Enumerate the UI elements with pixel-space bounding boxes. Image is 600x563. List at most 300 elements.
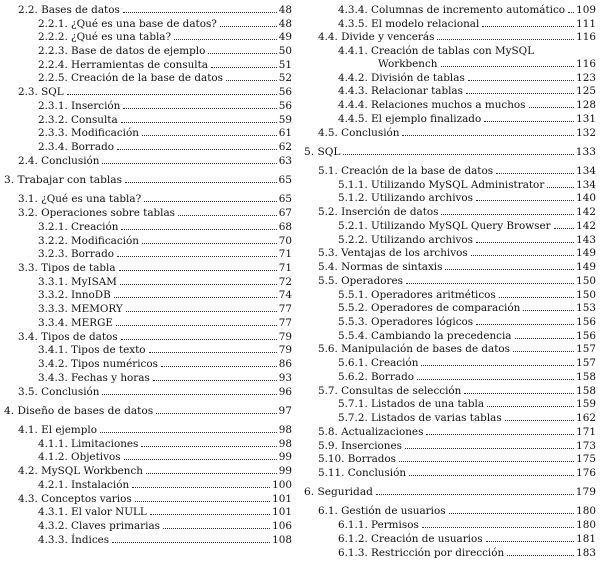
toc-page-number: 65: [278, 193, 292, 205]
toc-page-number: 52: [278, 72, 292, 84]
toc-entry[interactable]: [0, 43, 292, 57]
leader-dots: [486, 541, 575, 542]
toc-entry[interactable]: [300, 484, 596, 498]
toc-entry[interactable]: [0, 125, 292, 139]
toc-page-number: 97: [278, 405, 292, 417]
toc-entry-title: 5.7. Consultas de selección: [318, 385, 462, 397]
leader-dots: [123, 12, 277, 13]
toc-page-number: 98: [278, 424, 292, 436]
toc-entry-title: 3.5. Conclusión: [18, 386, 100, 398]
toc-entry-title: 5.6.1. Creación: [338, 357, 419, 369]
toc-entry[interactable]: [0, 504, 292, 518]
toc-entry-title: 6. Seguridad: [304, 486, 373, 498]
toc-entry[interactable]: [0, 518, 292, 532]
toc-page-number: 116: [576, 31, 596, 43]
leader-dots: [402, 135, 574, 136]
toc-entry-title: 4.1.2. Objetivos: [38, 451, 121, 463]
leader-dots: [547, 187, 574, 188]
toc-page-number: 101: [272, 506, 292, 518]
toc-entry-title: 5.4. Normas de sintaxis: [318, 261, 443, 273]
toc-page-number: 159: [576, 398, 596, 410]
leader-dots: [476, 200, 574, 201]
toc-entry[interactable]: [300, 97, 596, 111]
toc-entry[interactable]: [300, 531, 596, 545]
toc-entry-title: 4.1. El ejemplo: [18, 424, 97, 436]
toc-entry-title: 3.4.2. Tipos numéricos: [38, 358, 158, 370]
toc-entry-title: 2.3.4. Borrado: [38, 141, 114, 153]
toc-entry-title: 5.1.2. Utilizando archivos: [338, 192, 473, 204]
toc-page-number: 133: [575, 146, 596, 158]
toc-page-number: 125: [576, 85, 596, 97]
toc-entry-title: 2.4. Conclusión: [18, 155, 100, 167]
toc-entry-title: 2.3. SQL: [18, 86, 64, 98]
toc-entry-title: 3.3.3. MEMORY: [38, 303, 123, 315]
toc-page-number: 74: [278, 289, 292, 301]
toc-entry-title: 3.4.1. Tipos de texto: [38, 344, 146, 356]
toc-page-number: 149: [576, 261, 596, 273]
toc-page-number: 59: [278, 114, 292, 126]
toc-page-number: 101: [272, 493, 292, 505]
toc-entry-title: 4.3. Conceptos varios: [18, 493, 132, 505]
toc-entry[interactable]: [300, 70, 596, 84]
toc-entry[interactable]: [300, 503, 596, 517]
toc-entry-title: 4.3.4. Columnas de incremento automático: [338, 4, 566, 16]
toc-page-number: 77: [278, 303, 292, 315]
toc-page-number: 150: [576, 275, 596, 287]
toc-entry-title: 5.5.2. Operadores de comparación: [338, 302, 521, 314]
toc-entry[interactable]: [300, 355, 596, 369]
toc-entry-title: 2.3.3. Modificación: [38, 127, 139, 139]
leader-dots: [422, 527, 574, 528]
toc-entry-title: 3.4. Tipos de datos: [18, 331, 118, 343]
toc-entry-title: 5.2.2. Utilizando archivos: [338, 234, 473, 246]
leader-dots: [116, 325, 277, 326]
leader-dots: [178, 215, 277, 216]
toc-entry-title: 5.5.3. Operadores lógicos: [338, 316, 474, 328]
toc-entry-title: 6.1. Gestión de usuarios: [318, 505, 446, 517]
leader-dots: [406, 283, 574, 284]
toc-page-number: 70: [278, 235, 292, 247]
toc-entry[interactable]: [300, 144, 596, 158]
toc-page-number: 132: [576, 127, 596, 139]
toc-entry-title: 3.2.2. Modificación: [38, 235, 139, 247]
toc-entry-title: 6.1.3. Restricción por dirección: [338, 547, 505, 559]
toc-entry-continuation[interactable]: [300, 56, 596, 70]
toc-entry-title: 4.3.5. El modelo relacional: [338, 18, 480, 30]
leader-dots: [513, 351, 574, 352]
toc-page-number: 93: [278, 372, 292, 384]
toc-page-number: 71: [278, 248, 292, 260]
leader-dots: [476, 324, 574, 325]
toc-page-number: 100: [272, 479, 292, 491]
leader-dots: [496, 173, 574, 174]
toc-entry[interactable]: [0, 246, 292, 260]
toc-page-number: 48: [278, 18, 292, 30]
toc-entry-title: 5.5.1. Operadores aritméticos: [338, 289, 496, 301]
toc-page-number: 150: [576, 289, 596, 301]
toc-entry-title: 6.1.1. Permisos: [338, 519, 419, 531]
toc-entry-title: 3.2.3. Borrado: [38, 248, 114, 260]
leader-dots: [343, 154, 573, 155]
toc-entry[interactable]: [0, 153, 292, 167]
toc-entry-title: 4.4.3. Relacionar tablas: [338, 85, 463, 97]
toc-entry-title: 5.3. Ventajas de los archivos: [318, 247, 468, 259]
toc-entry[interactable]: [300, 163, 596, 177]
toc-entry-title: 2.2.4. Herramientas de consulta: [38, 59, 208, 71]
toc-entry[interactable]: [300, 273, 596, 287]
leader-dots: [417, 379, 574, 380]
leader-dots: [141, 446, 276, 447]
toc-page-number: 157: [576, 357, 596, 369]
toc-page-number: 79: [278, 331, 292, 343]
toc-page-number: 77: [278, 317, 292, 329]
toc-page-number: 162: [576, 412, 596, 424]
leader-dots: [135, 501, 270, 502]
toc-entry[interactable]: [0, 172, 292, 186]
toc-entry[interactable]: [300, 177, 596, 191]
leader-dots: [441, 66, 575, 67]
leader-dots: [405, 448, 574, 449]
toc-page-number: 158: [576, 385, 596, 397]
leader-dots: [149, 352, 277, 353]
toc-entry-title: 3.3.4. MERGE: [38, 317, 113, 329]
toc-page-number: 98: [278, 438, 292, 450]
toc-page-number: 176: [576, 467, 596, 479]
toc-entry[interactable]: [300, 16, 596, 30]
toc-entry[interactable]: [300, 517, 596, 531]
toc-page-number: 99: [278, 451, 292, 463]
toc-entry[interactable]: [300, 451, 596, 465]
toc-entry[interactable]: [0, 403, 292, 417]
toc-entry[interactable]: [300, 369, 596, 383]
toc-entry-title: 5.7.1. Listados de una tabla: [338, 398, 485, 410]
toc-entry-title: 3.2. Operaciones sobre tablas: [18, 207, 176, 219]
leader-dots: [208, 53, 276, 54]
toc-entry[interactable]: [0, 84, 292, 98]
leader-dots: [507, 555, 574, 556]
toc-entry[interactable]: [0, 491, 292, 505]
toc-entry[interactable]: [0, 449, 292, 463]
toc-entry[interactable]: [0, 329, 292, 343]
toc-page-number: 61: [278, 127, 292, 139]
toc-entry[interactable]: [0, 191, 292, 205]
leader-dots: [120, 284, 277, 285]
toc-entry[interactable]: [0, 219, 292, 233]
toc-page-number: 143: [576, 234, 596, 246]
toc-entry[interactable]: [0, 260, 292, 274]
toc-entry[interactable]: [300, 314, 596, 328]
toc-entry-title: 3.3.1. MyISAM: [38, 276, 117, 288]
toc-page-number: 134: [576, 179, 596, 191]
leader-dots: [505, 420, 574, 421]
toc-page-number: 49: [278, 31, 292, 43]
toc-page-number: 183: [576, 547, 596, 559]
leader-dots: [144, 201, 277, 202]
toc-entry[interactable]: [0, 422, 292, 436]
toc-page-number: 123: [576, 72, 596, 84]
toc-entry[interactable]: [0, 342, 292, 356]
toc-entry-title: 4.4. Divide y vencerás: [318, 31, 435, 43]
toc-entry-title: 5.6. Manipulación de bases de datos: [318, 343, 511, 355]
toc-entry[interactable]: [300, 2, 596, 16]
toc-entry[interactable]: [300, 465, 596, 479]
leader-dots: [226, 80, 277, 81]
toc-entry-title: 5.2.1. Utilizando MySQL Query Browser: [338, 220, 551, 232]
toc-entry-title: 4.4.5. El ejemplo finalizado: [338, 113, 482, 125]
toc-entry-title: 4. Diseño de bases de datos: [4, 405, 154, 417]
toc-entry-title: 3.3.2. InnoDB: [38, 289, 111, 301]
toc-page-number: 79: [278, 344, 292, 356]
toc-entry-title: 4.3.1. El valor NULL: [38, 506, 147, 518]
toc-entry[interactable]: [300, 83, 596, 97]
toc-page-number: 142: [576, 220, 596, 232]
leader-dots: [121, 339, 277, 340]
toc-entry[interactable]: [0, 98, 292, 112]
toc-page-number: 99: [278, 465, 292, 477]
leader-dots: [121, 122, 277, 123]
toc-page-number: 157: [576, 343, 596, 355]
toc-entry-title: 5.10. Borrados: [318, 453, 397, 465]
toc-entry-title: 2.2. Bases de datos: [18, 4, 120, 16]
toc-entry[interactable]: [300, 328, 596, 342]
toc-entry-title: 2.3.2. Consulta: [38, 114, 118, 126]
toc-entry[interactable]: [300, 43, 596, 57]
toc-page-number: 63: [278, 155, 292, 167]
toc-page-number: 86: [278, 358, 292, 370]
toc-entry-title: 2.2.5. Creación de la base de datos: [38, 72, 223, 84]
toc-page-number: 108: [272, 534, 292, 546]
toc-entry[interactable]: [0, 274, 292, 288]
toc-entry[interactable]: [0, 70, 292, 84]
toc-entry-title: 4.4.4. Relaciones muchos a muchos: [338, 99, 526, 111]
toc-page-number: 153: [576, 302, 596, 314]
leader-dots: [468, 80, 574, 81]
toc-entry-title: 2.3.1. Inserción: [38, 100, 121, 112]
toc-page-number: 173: [576, 440, 596, 452]
toc-entry[interactable]: [0, 2, 292, 16]
toc-entry[interactable]: [0, 370, 292, 384]
toc-page-number: 68: [278, 221, 292, 233]
leader-dots: [132, 487, 270, 488]
leader-dots: [102, 394, 276, 395]
toc-entry[interactable]: [300, 218, 596, 232]
leader-dots: [123, 108, 276, 109]
leader-dots: [449, 513, 575, 514]
toc-entry[interactable]: [300, 341, 596, 355]
toc-entry-title: Workbench: [378, 58, 438, 70]
toc-entry-title: 5.5. Operadores: [318, 275, 403, 287]
leader-dots: [421, 365, 574, 366]
toc-page-number: 156: [576, 330, 596, 342]
leader-dots: [515, 338, 575, 339]
toc-entry[interactable]: [0, 139, 292, 153]
toc-page-number: 171: [576, 426, 596, 438]
toc-entry[interactable]: [300, 545, 596, 559]
leader-dots: [119, 270, 277, 271]
toc-entry[interactable]: [300, 111, 596, 125]
toc-page-number: 142: [576, 206, 596, 218]
leader-dots: [67, 94, 277, 95]
toc-page-number: 71: [278, 262, 292, 274]
leader-dots: [100, 432, 277, 433]
toc-entry[interactable]: [0, 384, 292, 398]
leader-dots: [499, 297, 574, 298]
toc-entry[interactable]: [300, 410, 596, 424]
toc-entry-title: 3. Trabajar con tablas: [4, 174, 123, 186]
toc-page-number: 56: [278, 100, 292, 112]
toc-entry[interactable]: [0, 233, 292, 247]
toc-page-number: 62: [278, 141, 292, 153]
toc-page-number: 48: [278, 4, 292, 16]
toc-page-number: 65: [278, 174, 292, 186]
leader-dots: [121, 229, 276, 230]
toc-entry-title: 5.8. Actualizaciones: [318, 426, 424, 438]
toc-page-number: 128: [576, 99, 596, 111]
toc-entry[interactable]: [0, 477, 292, 491]
toc-page-number: 158: [576, 371, 596, 383]
toc-entry-title: 4.5. Conclusión: [318, 127, 400, 139]
toc-page-number: 180: [576, 505, 596, 517]
toc-entry[interactable]: [300, 300, 596, 314]
toc-entry[interactable]: [300, 29, 596, 43]
toc-page-number: 140: [576, 192, 596, 204]
leader-dots: [466, 93, 574, 94]
toc-entry[interactable]: [0, 205, 292, 219]
toc-page-number: 106: [272, 520, 292, 532]
toc-entry[interactable]: [300, 232, 596, 246]
toc-entry[interactable]: [300, 396, 596, 410]
toc-entry-title: 2.2.3. Base de datos de ejemplo: [38, 45, 206, 57]
leader-dots: [220, 26, 277, 27]
toc-entry-title: 5.2. Inserción de datos: [318, 206, 439, 218]
toc-entry-title: 4.4.1. Creación de tablas con MySQL: [338, 45, 535, 57]
leader-dots: [568, 12, 574, 13]
leader-dots: [142, 135, 277, 136]
toc-entry-title: 6.1.2. Creación de usuarios: [338, 533, 483, 545]
toc-entry-title: 4.4.2. División de tablas: [338, 72, 465, 84]
toc-entry[interactable]: [300, 125, 596, 139]
leader-dots: [399, 461, 574, 462]
toc-entry[interactable]: [0, 436, 292, 450]
toc-page-number: 134: [576, 165, 596, 177]
leader-dots: [426, 434, 574, 435]
toc-entry[interactable]: [300, 259, 596, 273]
leader-dots: [124, 459, 277, 460]
leader-dots: [146, 473, 277, 474]
toc-entry[interactable]: [300, 287, 596, 301]
leader-dots: [529, 107, 575, 108]
leader-dots: [211, 67, 277, 68]
leader-dots: [161, 366, 277, 367]
leader-dots: [142, 243, 277, 244]
toc-page-number: 50: [278, 45, 292, 57]
leader-dots: [376, 494, 574, 495]
leader-dots: [114, 297, 277, 298]
toc-entry[interactable]: [300, 204, 596, 218]
toc-entry[interactable]: [0, 287, 292, 301]
leader-dots: [409, 475, 574, 476]
toc-entry-title: 5.7.2. Listados de varias tablas: [338, 412, 502, 424]
leader-dots: [174, 39, 277, 40]
toc-page-number: 109: [576, 4, 596, 16]
toc-page-number: 116: [576, 58, 596, 70]
toc-page-number: 175: [576, 453, 596, 465]
leader-dots: [150, 514, 270, 515]
toc-entry[interactable]: [0, 356, 292, 370]
toc-entry-title: 5. SQL: [304, 146, 341, 158]
toc-entry-title: 2.2.1. ¿Qué es una base de datos?: [38, 18, 217, 30]
toc-entry-title: 5.6.2. Borrado: [338, 371, 414, 383]
toc-page-number: 56: [278, 86, 292, 98]
toc-entry-title: 4.1.1. Limitaciones: [38, 438, 139, 450]
toc-page-number: 51: [278, 59, 292, 71]
toc-entry-title: 4.3.3. Índices: [38, 534, 110, 546]
leader-dots: [102, 163, 276, 164]
leader-dots: [437, 39, 574, 40]
leader-dots: [471, 255, 574, 256]
toc-entry[interactable]: [300, 190, 596, 204]
toc-entry[interactable]: [0, 463, 292, 477]
leader-dots: [487, 406, 574, 407]
leader-dots: [476, 242, 574, 243]
toc-page-number: 180: [576, 519, 596, 531]
toc-entry-title: 4.3.2. Claves primarias: [38, 520, 160, 532]
toc-entry[interactable]: [0, 29, 292, 43]
leader-dots: [484, 121, 574, 122]
toc-page-number: 67: [278, 207, 292, 219]
toc-entry-title: 3.2.1. Creación: [38, 221, 119, 233]
toc-entry[interactable]: [0, 301, 292, 315]
leader-dots: [156, 413, 276, 414]
leader-dots: [117, 256, 277, 257]
leader-dots: [126, 311, 277, 312]
toc-entry-title: 5.9. Inserciones: [318, 440, 402, 452]
toc-entry[interactable]: [0, 16, 292, 30]
toc-page-number: 131: [576, 113, 596, 125]
toc-entry-title: 2.2.2. ¿Qué es una tabla?: [38, 31, 172, 43]
toc-entry-title: 5.11. Conclusión: [318, 467, 407, 479]
toc-entry-title: 3.4.3. Fechas y horas: [38, 372, 150, 384]
toc-entry[interactable]: [300, 383, 596, 397]
toc-entry-title: 3.1. ¿Qué es una tabla?: [18, 193, 142, 205]
toc-page-number: 111: [576, 18, 596, 30]
leader-dots: [554, 228, 575, 229]
toc-page-number: 179: [575, 486, 596, 498]
toc-entry[interactable]: [0, 315, 292, 329]
leader-dots: [445, 269, 574, 270]
toc-entry[interactable]: [0, 112, 292, 126]
toc-page-number: 96: [278, 386, 292, 398]
toc-entry[interactable]: [300, 438, 596, 452]
leader-dots: [464, 393, 574, 394]
toc-page-number: 156: [576, 316, 596, 328]
toc-entry-title: 4.2. MySQL Workbench: [18, 465, 143, 477]
toc-entry-title: 4.2.1. Instalación: [38, 479, 130, 491]
leader-dots: [441, 214, 574, 215]
toc-page-number: 149: [576, 247, 596, 259]
leader-dots: [112, 542, 270, 543]
toc-entry-title: 5.1.1. Utilizando MySQL Administrator: [338, 179, 545, 191]
toc-entry[interactable]: [0, 532, 292, 546]
leader-dots: [125, 182, 276, 183]
leader-dots: [163, 528, 270, 529]
toc-entry[interactable]: [0, 57, 292, 71]
leader-dots: [523, 310, 574, 311]
toc-entry[interactable]: [300, 245, 596, 259]
toc-entry[interactable]: [300, 424, 596, 438]
leader-dots: [482, 26, 574, 27]
toc-entry-title: 3.3. Tipos de tabla: [18, 262, 116, 274]
